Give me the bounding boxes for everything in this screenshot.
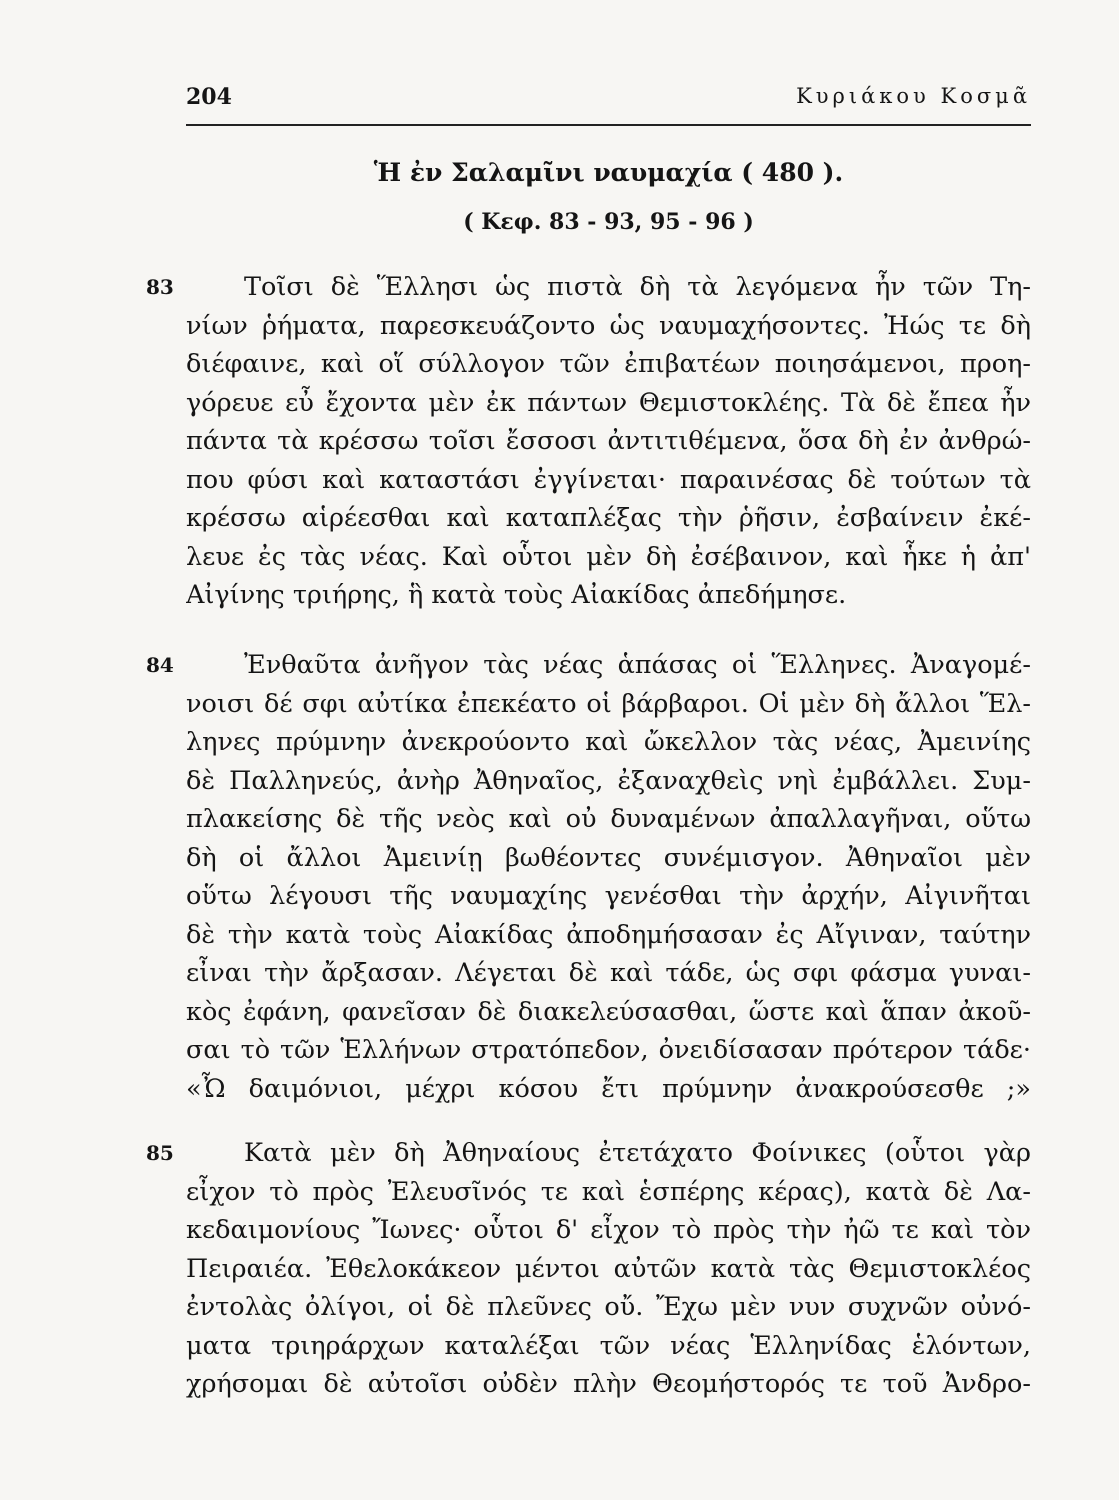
text-line: λευε ἐς τὰς νέας. Καὶ οὗτοι μὲν δὴ ἐσέβαινον, καὶ ἧκε ἡ ἀπ' [186,541,1031,572]
page-number: 204 [186,84,232,110]
text-line: κεδαιμονίους Ἴωνες· οὗτοι δ' εἶχον τὸ πρὸς τὴν ἠῶ τε καὶ τὸν [186,1215,1031,1245]
text-line: σαι τὸ τῶν Ἑλλήνων στρατόπεδον, ὀνειδίσασαν πρότερον τάδε· [186,1035,1031,1065]
text-line: δὲ τὴν κατὰ τοὺς Αἰακίδας ἀποδημήσασαν ἐς Αἴγιναν, ταύτην [186,919,1031,950]
text-line: Κατὰ μὲν δὴ Ἀθηναίους ἐτετάχατο Φοίνικες (οὗτοι γὰρ [244,1138,1031,1168]
page-header [186,84,1031,126]
text-line: κὸς ἐφάνη, φανεῖσαν δὲ διακελεύσασθαι, ὥστε καὶ ἅπαν ἀκοῦ- [186,996,1031,1027]
text-line: Ἐνθαῦτα ἀνῆγον τὰς νέας ἁπάσας οἱ Ἕλληνες. Ἀναγομέ- [244,650,1031,680]
text-line: γόρευε εὖ ἔχοντα μὲν ἐκ πάντων Θεμιστοκλέης. Τὰ δὲ ἔπεα ἦν [186,387,1031,418]
section-subtitle: ( Κεφ. 83 - 93, 95 - 96 ) [463,209,754,235]
text-line: νοισι δέ σφι αὐτίκα ἐπεκέατο οἱ βάρβαροι. Οἱ μὲν δὴ ἄλλοι Ἕλ- [186,688,1031,719]
text-line: πάντα τὰ κρέσσω τοῖσι ἔσσοσι ἀντιτιθέμενα, ὅσα δὴ ἐν ἀνθρώ- [186,426,1031,456]
text-line: «Ὦ δαιμόνιοι, μέχρι κόσου ἔτι πρύμνην ἀνακρούσεσθε ;» [186,1073,1031,1104]
paragraph-number: 85 [146,1141,174,1165]
text-line: Τοῖσι δὲ Ἕλλησι ὡς πιστὰ δὴ τὰ λεγόμενα ἦν τῶν Τη- [244,272,1031,302]
text-line: οὕτω λέγουσι τῆς ναυμαχίης γενέσθαι τὴν ἀρχήν, Αἰγινῆται [186,881,1031,911]
text-line: Αἰγίνης τριήρης, ἣ κατὰ τοὺς Αἰακίδας ἀπεδήμησε. [186,580,847,610]
text-line: κρέσσω αἱρέεσθαι καὶ καταπλέξας τὴν ῥῆσιν, ἐσβαίνειν ἐκέ- [186,503,1031,533]
section-title: Ἡ ἐν Σαλαμῖνι ναυμαχία ( 480 ). [373,158,844,187]
text-line: που φύσι καὶ καταστάσι ἐγγίνεται· παραινέσας δὲ τούτων τὰ [186,464,1031,495]
text-line: ματα τριηράρχων καταλέξαι τῶν νέας Ἑλληνίδας ἑλόντων, [186,1330,1031,1361]
text-line: εἶχον τὸ πρὸς Ἐλευσῖνός τε καὶ ἑσπέρης κέρας), κατὰ δὲ Λα- [186,1176,1031,1207]
text-line: δὴ οἱ ἄλλοι Ἀμεινίῃ βωθέοντες συνέμισγον. Ἀθηναῖοι μὲν [186,842,1031,873]
running-head: Κυριάκου Κοσμᾶ [796,84,1031,108]
text-line: πλακείσης δὲ τῆς νεὸς καὶ οὐ δυναμένων ἀπαλλαγῆναι, οὕτω [186,804,1031,834]
text-line: δὲ Παλληνεύς, ἀνὴρ Ἀθηναῖος, ἐξαναχθεὶς νηὶ ἐμβάλλει. Συμ- [186,765,1031,796]
text-line: χρήσομαι δὲ αὐτοῖσι οὐδὲν πλὴν Θεομήστορός τε τοῦ Ἀνδρο- [186,1369,1031,1399]
text-line: Πειραιέα. Ἐθελοκάκεον μέντοι αὐτῶν κατὰ τὰς Θεμιστοκλέος [186,1253,1031,1284]
text-line: ἐντολὰς ὀλίγοι, οἱ δὲ πλεῦνες οὔ. Ἔχω μὲν νυν συχνῶν οὐνό- [186,1292,1031,1322]
text-line: εἶναι τὴν ἄρξασαν. Λέγεται δὲ καὶ τάδε, ὡς σφι φάσμα γυναι- [186,958,1031,988]
paragraph-number: 84 [146,653,174,677]
text-line: ληνες πρύμνην ἀνεκρούοντο καὶ ὤκελλον τὰς νέας, Ἀμεινίης [186,727,1031,757]
text-line: διέφαινε, καὶ οἵ σύλλογον τῶν ἐπιβατέων ποιησάμενοι, προη- [186,349,1031,379]
paragraph-number: 83 [146,275,174,299]
text-line: νίων ῥήματα, παρεσκευάζοντο ὡς ναυμαχήσοντες. Ἠώς τε δὴ [186,310,1031,341]
